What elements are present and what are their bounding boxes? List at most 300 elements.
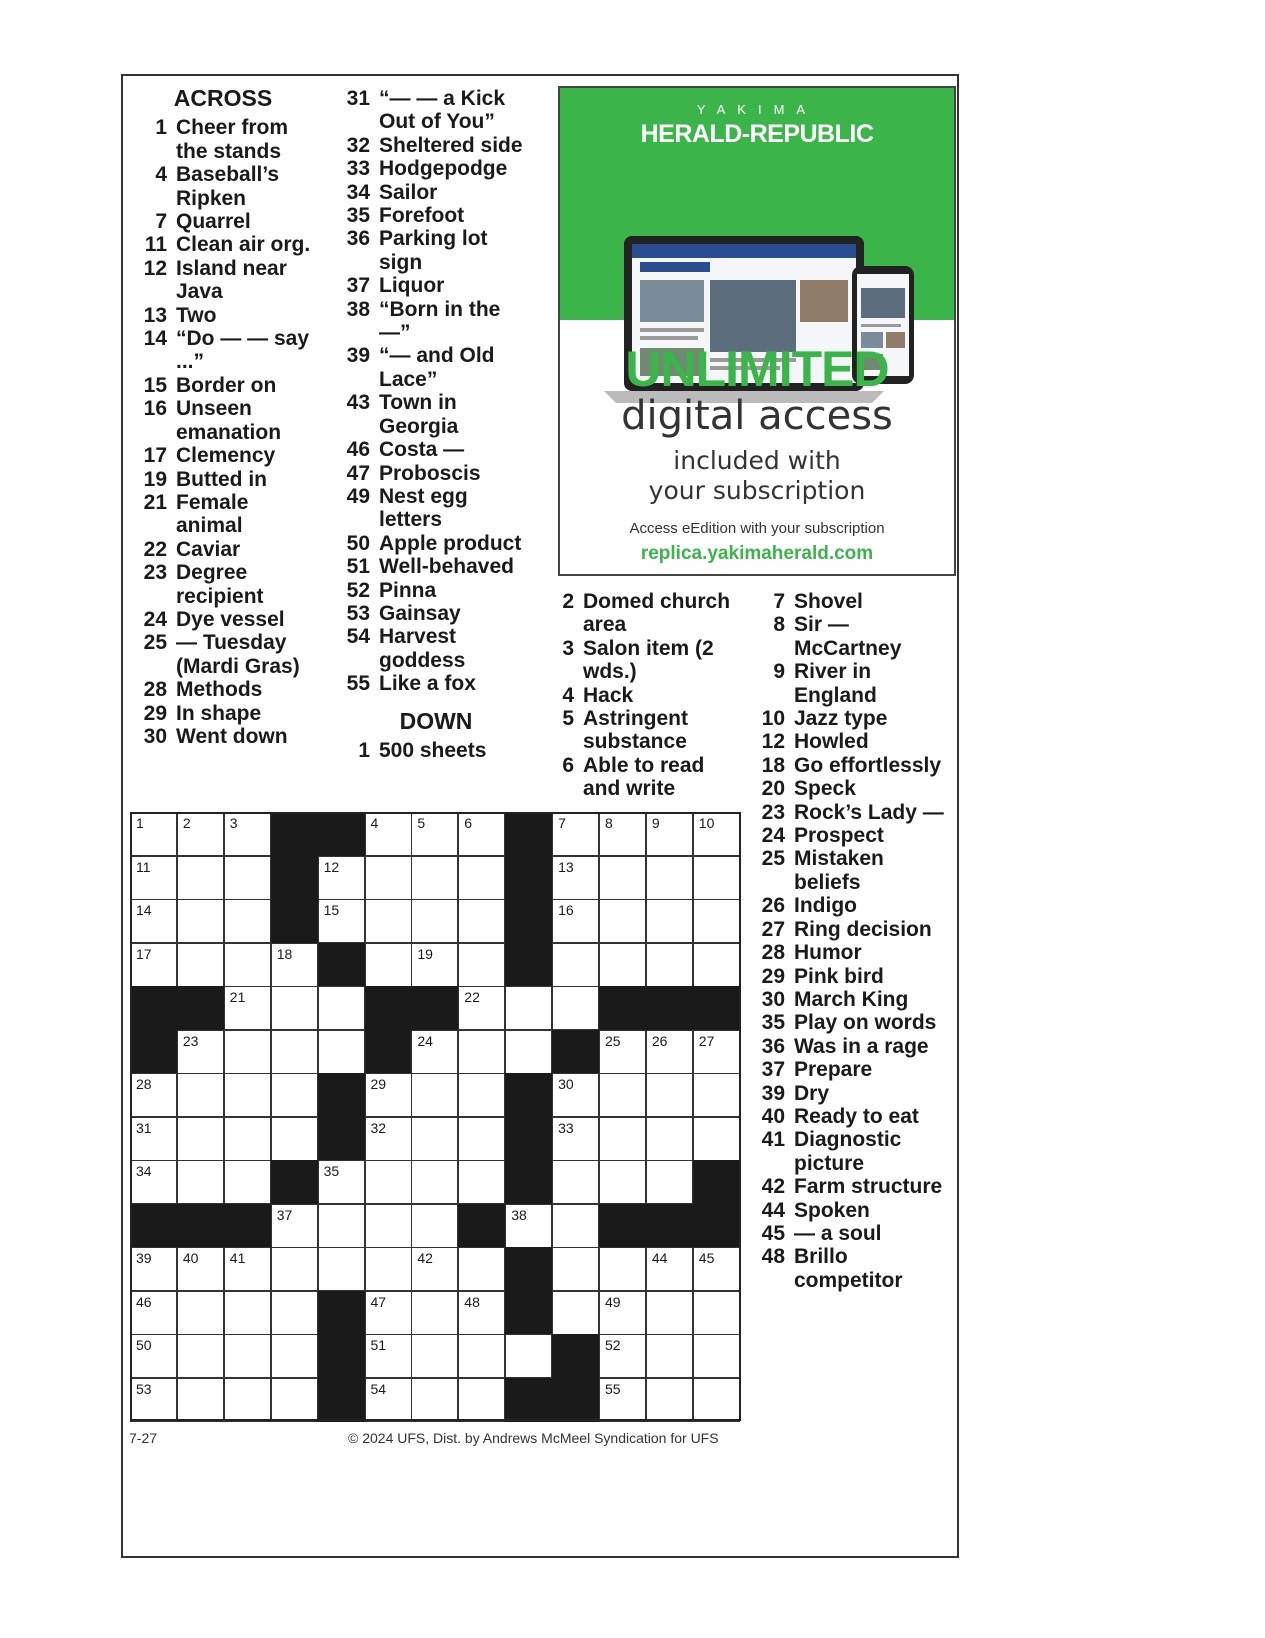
grid-cell[interactable] bbox=[130, 1378, 177, 1422]
grid-cell[interactable] bbox=[693, 1378, 740, 1422]
clue-number: 1 bbox=[155, 116, 167, 140]
grid-cell[interactable] bbox=[177, 943, 224, 987]
grid-cell[interactable] bbox=[599, 1160, 646, 1204]
clue-number: 9 bbox=[773, 660, 785, 684]
clue-item bbox=[336, 739, 536, 762]
clue-item bbox=[540, 590, 740, 637]
cell-number: 53 bbox=[136, 1380, 152, 1397]
grid-cell[interactable] bbox=[458, 1334, 505, 1378]
grid-cell[interactable] bbox=[271, 1334, 318, 1378]
clue-item bbox=[751, 801, 951, 824]
clue-number: 36 bbox=[346, 227, 370, 251]
grid-cell[interactable] bbox=[599, 1378, 646, 1422]
grid-cell[interactable] bbox=[411, 1291, 458, 1335]
clue-text: Indigo bbox=[794, 894, 857, 918]
cell-number: 55 bbox=[605, 1380, 621, 1397]
ad-included-line-1: included with bbox=[673, 446, 841, 475]
clue-item bbox=[133, 444, 313, 467]
clue-number: 39 bbox=[346, 344, 370, 368]
clue-text: Nest egg letters bbox=[379, 484, 468, 532]
clue-text: Dry bbox=[794, 1081, 830, 1105]
cell-number: 9 bbox=[651, 815, 660, 831]
grid-cell[interactable] bbox=[224, 1247, 271, 1291]
grid-block bbox=[130, 986, 177, 1030]
grid-block bbox=[318, 1117, 365, 1161]
ad-subheadline: digital access bbox=[621, 393, 893, 439]
grid-cell[interactable] bbox=[224, 1378, 271, 1422]
clue-number: 29 bbox=[143, 701, 167, 725]
cell-number: 48 bbox=[464, 1293, 480, 1310]
clue-number: 7 bbox=[155, 210, 167, 234]
ad-url-link[interactable]: replica.yakimaherald.com bbox=[640, 543, 874, 564]
grid-cell[interactable] bbox=[693, 1030, 740, 1074]
clue-item bbox=[751, 730, 951, 753]
grid-cell[interactable] bbox=[177, 812, 224, 856]
grid-cell[interactable] bbox=[177, 1247, 224, 1291]
grid-cell[interactable] bbox=[458, 1378, 505, 1422]
grid-cell[interactable] bbox=[224, 1291, 271, 1335]
grid-cell[interactable] bbox=[552, 856, 599, 900]
grid-cell[interactable] bbox=[646, 1334, 693, 1378]
grid-cell[interactable] bbox=[177, 1334, 224, 1378]
grid-cell[interactable] bbox=[271, 1247, 318, 1291]
grid-cell[interactable] bbox=[130, 943, 177, 987]
grid-cell[interactable] bbox=[505, 1334, 552, 1378]
grid-cell[interactable] bbox=[365, 943, 412, 987]
grid-cell[interactable] bbox=[318, 899, 365, 943]
clue-number: 44 bbox=[761, 1198, 785, 1222]
grid-block bbox=[693, 986, 740, 1030]
clue-item bbox=[336, 298, 536, 345]
clue-number: 41 bbox=[761, 1128, 785, 1152]
grid-cell[interactable] bbox=[130, 1117, 177, 1161]
clue-number: 37 bbox=[761, 1058, 785, 1082]
grid-cell[interactable] bbox=[177, 899, 224, 943]
clue-item bbox=[336, 274, 536, 297]
clue-text: “— and Old Lace” bbox=[379, 344, 495, 391]
grid-cell[interactable] bbox=[646, 1030, 693, 1074]
grid-cell[interactable] bbox=[224, 1160, 271, 1204]
grid-cell[interactable] bbox=[271, 1117, 318, 1161]
grid-block bbox=[271, 899, 318, 943]
clue-item bbox=[540, 754, 740, 801]
clue-text: Rock’s Lady — bbox=[794, 800, 944, 824]
grid-cell[interactable] bbox=[458, 1073, 505, 1117]
grid-cell[interactable] bbox=[130, 1291, 177, 1335]
cell-number: 29 bbox=[370, 1076, 387, 1092]
grid-cell[interactable] bbox=[646, 943, 693, 987]
grid-cell[interactable] bbox=[177, 856, 224, 900]
clue-text: Jazz type bbox=[794, 707, 888, 731]
clue-text: Sailor bbox=[379, 180, 438, 204]
grid-cell[interactable] bbox=[365, 856, 412, 900]
grid-cell[interactable] bbox=[646, 856, 693, 900]
clue-text: “— — a Kick Out of You” bbox=[379, 87, 506, 134]
clue-text: Costa — bbox=[379, 438, 465, 462]
grid-cell[interactable] bbox=[599, 856, 646, 900]
cell-number: 37 bbox=[276, 1206, 293, 1223]
cell-number: 25 bbox=[605, 1032, 621, 1049]
clue-number: 25 bbox=[143, 631, 167, 655]
clue-text: Howled bbox=[794, 730, 869, 754]
grid-cell[interactable] bbox=[693, 899, 740, 943]
grid-block bbox=[505, 943, 552, 987]
clue-text: Proboscis bbox=[379, 461, 481, 485]
grid-cell[interactable] bbox=[411, 856, 458, 900]
grid-cell[interactable] bbox=[458, 812, 505, 856]
grid-cell[interactable] bbox=[599, 1117, 646, 1161]
clue-number: 30 bbox=[761, 987, 785, 1011]
grid-cell[interactable] bbox=[318, 1160, 365, 1204]
clue-item bbox=[751, 1105, 951, 1128]
grid-cell[interactable] bbox=[693, 1291, 740, 1335]
grid-cell[interactable] bbox=[505, 1204, 552, 1248]
grid-cell[interactable] bbox=[318, 986, 365, 1030]
clue-number: 3 bbox=[562, 636, 574, 660]
grid-cell[interactable] bbox=[365, 1073, 412, 1117]
clue-number: 50 bbox=[346, 531, 370, 555]
grid-cell[interactable] bbox=[177, 1160, 224, 1204]
grid-cell[interactable] bbox=[552, 1117, 599, 1161]
clue-number: 42 bbox=[761, 1175, 785, 1199]
clue-item bbox=[751, 1245, 951, 1292]
grid-block bbox=[411, 986, 458, 1030]
clue-item bbox=[133, 538, 313, 561]
grid-cell[interactable] bbox=[552, 899, 599, 943]
grid-cell[interactable] bbox=[130, 899, 177, 943]
grid-cell[interactable] bbox=[224, 812, 271, 856]
grid-cell[interactable] bbox=[693, 1334, 740, 1378]
clue-item bbox=[133, 678, 313, 701]
clue-text: Apple product bbox=[379, 531, 522, 555]
grid-cell[interactable] bbox=[411, 1117, 458, 1161]
cell-number: 54 bbox=[370, 1380, 387, 1397]
grid-block bbox=[505, 1073, 552, 1117]
grid-cell[interactable] bbox=[411, 1030, 458, 1074]
grid-cell[interactable] bbox=[271, 1291, 318, 1335]
subscription-ad[interactable] bbox=[558, 86, 956, 576]
grid-cell[interactable] bbox=[599, 1334, 646, 1378]
grid-cell[interactable] bbox=[646, 1117, 693, 1161]
grid-cell[interactable] bbox=[271, 1204, 318, 1248]
ad-headline: UNLIMITED bbox=[625, 341, 889, 397]
clue-item bbox=[751, 590, 951, 613]
clue-item bbox=[336, 672, 536, 695]
clue-item bbox=[751, 1222, 951, 1245]
grid-cell[interactable] bbox=[458, 1117, 505, 1161]
clue-item bbox=[751, 1199, 951, 1222]
grid-block bbox=[693, 1160, 740, 1204]
grid-cell[interactable] bbox=[552, 943, 599, 987]
grid-block bbox=[552, 1334, 599, 1378]
clue-number: 47 bbox=[346, 461, 370, 485]
down-clues-column-1 bbox=[540, 590, 740, 801]
grid-cell[interactable] bbox=[411, 1334, 458, 1378]
cell-number: 34 bbox=[136, 1163, 152, 1179]
grid-cell[interactable] bbox=[365, 1247, 412, 1291]
grid-cell[interactable] bbox=[224, 1117, 271, 1161]
grid-cell[interactable] bbox=[458, 1291, 505, 1335]
cell-number: 50 bbox=[136, 1337, 152, 1353]
grid-cell[interactable] bbox=[224, 1073, 271, 1117]
grid-cell[interactable] bbox=[365, 899, 412, 943]
clue-number: 31 bbox=[346, 87, 370, 110]
clue-item bbox=[751, 1011, 951, 1034]
grid-cell[interactable] bbox=[271, 1378, 318, 1422]
clue-text: March King bbox=[794, 987, 909, 1011]
grid-cell[interactable] bbox=[552, 812, 599, 856]
clue-number: 53 bbox=[346, 601, 370, 625]
grid-cell[interactable] bbox=[646, 1160, 693, 1204]
clue-item bbox=[133, 608, 313, 631]
grid-cell[interactable] bbox=[177, 1291, 224, 1335]
grid-cell[interactable] bbox=[552, 1247, 599, 1291]
grid-cell[interactable] bbox=[411, 1378, 458, 1422]
grid-cell[interactable] bbox=[552, 1160, 599, 1204]
grid-cell[interactable] bbox=[224, 1030, 271, 1074]
grid-cell[interactable] bbox=[552, 1204, 599, 1248]
clue-item bbox=[751, 1128, 951, 1175]
clue-item bbox=[336, 579, 536, 602]
clue-number: 2 bbox=[562, 590, 574, 613]
clue-text: Pink bird bbox=[794, 964, 884, 988]
grid-cell[interactable] bbox=[646, 812, 693, 856]
grid-cell[interactable] bbox=[599, 899, 646, 943]
grid-block bbox=[693, 1204, 740, 1248]
clue-number: 6 bbox=[562, 753, 574, 777]
cell-number: 11 bbox=[136, 858, 151, 875]
clue-number: 49 bbox=[346, 484, 370, 508]
cell-number: 1 bbox=[136, 815, 144, 831]
grid-cell[interactable] bbox=[411, 1247, 458, 1291]
cell-number: 15 bbox=[323, 902, 340, 918]
grid-cell[interactable] bbox=[599, 1247, 646, 1291]
grid-cell[interactable] bbox=[458, 943, 505, 987]
cell-number: 5 bbox=[417, 815, 426, 831]
grid-cell[interactable] bbox=[646, 899, 693, 943]
cell-number: 47 bbox=[370, 1293, 387, 1310]
down-clues-column-2 bbox=[751, 590, 951, 1292]
grid-cell[interactable] bbox=[693, 943, 740, 987]
grid-cell[interactable] bbox=[411, 899, 458, 943]
clue-item bbox=[751, 777, 951, 800]
grid-block bbox=[505, 812, 552, 856]
cell-number: 17 bbox=[136, 945, 152, 962]
clue-item bbox=[336, 462, 536, 485]
grid-cell[interactable] bbox=[693, 1073, 740, 1117]
grid-cell[interactable] bbox=[318, 1030, 365, 1074]
grid-cell[interactable] bbox=[458, 1247, 505, 1291]
grid-cell[interactable] bbox=[365, 812, 412, 856]
grid-cell[interactable] bbox=[130, 1073, 177, 1117]
clue-number: 8 bbox=[773, 613, 785, 637]
grid-cell[interactable] bbox=[177, 1378, 224, 1422]
clue-text: Unseen emanation bbox=[176, 397, 282, 444]
grid-cell[interactable] bbox=[599, 812, 646, 856]
grid-block bbox=[646, 1204, 693, 1248]
clue-item bbox=[336, 227, 536, 274]
grid-cell[interactable] bbox=[693, 812, 740, 856]
clue-text: Astringent substance bbox=[583, 707, 688, 754]
clue-item bbox=[133, 374, 313, 397]
clue-item bbox=[336, 204, 536, 227]
grid-cell[interactable] bbox=[130, 812, 177, 856]
grid-block bbox=[224, 1204, 271, 1248]
clue-number: 33 bbox=[346, 157, 370, 181]
grid-cell[interactable] bbox=[693, 856, 740, 900]
grid-cell[interactable] bbox=[224, 1334, 271, 1378]
grid-cell[interactable] bbox=[458, 1030, 505, 1074]
grid-cell[interactable] bbox=[646, 1378, 693, 1422]
grid-cell[interactable] bbox=[505, 986, 552, 1030]
grid-cell[interactable] bbox=[552, 1073, 599, 1117]
grid-cell[interactable] bbox=[458, 1160, 505, 1204]
cell-number: 3 bbox=[229, 815, 238, 831]
grid-cell[interactable] bbox=[224, 899, 271, 943]
clue-text: Town in Georgia bbox=[379, 391, 459, 438]
grid-cell[interactable] bbox=[599, 1030, 646, 1074]
clue-number: 5 bbox=[562, 707, 574, 731]
clue-text: Ready to eat bbox=[794, 1104, 919, 1128]
grid-cell[interactable] bbox=[365, 1204, 412, 1248]
clue-number: 54 bbox=[346, 625, 370, 649]
grid-cell[interactable] bbox=[458, 856, 505, 900]
cell-number: 24 bbox=[417, 1032, 433, 1049]
ad-included-line-2: your subscription bbox=[648, 476, 866, 505]
clue-text: Go effortlessly bbox=[794, 753, 942, 777]
grid-cell[interactable] bbox=[646, 1291, 693, 1335]
grid-cell[interactable] bbox=[365, 1291, 412, 1335]
grid-cell[interactable] bbox=[177, 1117, 224, 1161]
cell-number: 39 bbox=[136, 1250, 152, 1266]
clue-number: 30 bbox=[143, 724, 167, 748]
cell-number: 30 bbox=[558, 1076, 574, 1092]
clue-text: Female animal bbox=[176, 490, 249, 538]
clue-number: 55 bbox=[346, 672, 370, 696]
grid-cell[interactable] bbox=[646, 1073, 693, 1117]
across-clues-column-2 bbox=[336, 87, 536, 762]
grid-cell[interactable] bbox=[411, 812, 458, 856]
grid-cell[interactable] bbox=[599, 1291, 646, 1335]
grid-cell[interactable] bbox=[130, 1334, 177, 1378]
grid-cell[interactable] bbox=[458, 986, 505, 1030]
grid-cell[interactable] bbox=[130, 1247, 177, 1291]
clue-number: 48 bbox=[761, 1245, 785, 1269]
grid-cell[interactable] bbox=[318, 856, 365, 900]
clue-number: 28 bbox=[761, 941, 785, 965]
grid-cell[interactable] bbox=[458, 899, 505, 943]
clue-item bbox=[133, 163, 313, 210]
clue-item bbox=[133, 257, 313, 304]
clue-item bbox=[751, 847, 951, 894]
cell-number: 26 bbox=[651, 1032, 668, 1049]
clue-number: 29 bbox=[761, 964, 785, 988]
grid-cell[interactable] bbox=[318, 1247, 365, 1291]
grid-cell[interactable] bbox=[318, 1204, 365, 1248]
grid-cell[interactable] bbox=[505, 1030, 552, 1074]
grid-cell[interactable] bbox=[365, 1117, 412, 1161]
grid-cell[interactable] bbox=[224, 943, 271, 987]
clue-text: Shovel bbox=[794, 590, 863, 613]
clue-number: 35 bbox=[346, 204, 370, 228]
grid-cell[interactable] bbox=[271, 1030, 318, 1074]
cell-number: 28 bbox=[136, 1076, 152, 1092]
clue-text: Speck bbox=[794, 777, 856, 801]
grid-cell[interactable] bbox=[177, 1030, 224, 1074]
grid-cell[interactable] bbox=[365, 1334, 412, 1378]
clue-text: Methods bbox=[176, 678, 263, 702]
clue-number: 12 bbox=[761, 730, 785, 754]
ad-access-text: Access eEdition with your subscription bbox=[629, 520, 885, 537]
grid-cell[interactable] bbox=[224, 986, 271, 1030]
cell-number: 2 bbox=[182, 815, 191, 831]
grid-cell[interactable] bbox=[130, 1160, 177, 1204]
grid-block bbox=[552, 1030, 599, 1074]
clue-number: 22 bbox=[143, 537, 167, 561]
cell-number: 23 bbox=[182, 1032, 199, 1049]
clue-text: Forefoot bbox=[379, 204, 465, 228]
clue-number: 46 bbox=[346, 438, 370, 462]
clue-number: 26 bbox=[761, 894, 785, 918]
grid-cell[interactable] bbox=[365, 1160, 412, 1204]
clue-text: Sir — McCartney bbox=[794, 613, 902, 660]
grid-cell[interactable] bbox=[224, 856, 271, 900]
clue-item bbox=[336, 485, 536, 532]
cell-number: 18 bbox=[276, 945, 293, 962]
clue-item bbox=[133, 468, 313, 491]
clue-item bbox=[751, 707, 951, 730]
grid-cell[interactable] bbox=[411, 1160, 458, 1204]
clue-number: 52 bbox=[346, 578, 370, 602]
clue-number: 23 bbox=[143, 561, 167, 585]
grid-cell[interactable] bbox=[177, 1073, 224, 1117]
clue-number: 14 bbox=[143, 327, 167, 351]
clue-number: 23 bbox=[761, 800, 785, 824]
grid-block bbox=[130, 1030, 177, 1074]
grid-cell[interactable] bbox=[552, 1291, 599, 1335]
grid-cell[interactable] bbox=[646, 1247, 693, 1291]
clue-number: 13 bbox=[143, 303, 167, 327]
grid-cell[interactable] bbox=[130, 856, 177, 900]
grid-cell[interactable] bbox=[411, 1073, 458, 1117]
grid-cell[interactable] bbox=[599, 1073, 646, 1117]
grid-cell[interactable] bbox=[271, 943, 318, 987]
grid-cell[interactable] bbox=[552, 986, 599, 1030]
grid-cell[interactable] bbox=[271, 1073, 318, 1117]
grid-cell[interactable] bbox=[271, 986, 318, 1030]
grid-cell[interactable] bbox=[693, 1247, 740, 1291]
clue-item bbox=[336, 438, 536, 461]
clue-item bbox=[336, 555, 536, 578]
cell-number: 6 bbox=[464, 815, 473, 831]
clue-item bbox=[133, 233, 313, 256]
grid-cell[interactable] bbox=[599, 943, 646, 987]
clue-text: Liquor bbox=[379, 274, 445, 298]
grid-cell[interactable] bbox=[411, 943, 458, 987]
clue-text: Prepare bbox=[794, 1058, 873, 1082]
clue-item bbox=[540, 707, 740, 754]
clue-number: 32 bbox=[346, 133, 370, 157]
clue-item bbox=[133, 116, 313, 163]
grid-cell[interactable] bbox=[365, 1378, 412, 1422]
clue-item bbox=[133, 725, 313, 748]
cell-number: 40 bbox=[182, 1250, 199, 1266]
grid-cell[interactable] bbox=[693, 1117, 740, 1161]
cell-number: 51 bbox=[370, 1337, 387, 1353]
clue-text: Hack bbox=[583, 683, 634, 707]
grid-cell[interactable] bbox=[411, 1204, 458, 1248]
grid-block bbox=[318, 943, 365, 987]
